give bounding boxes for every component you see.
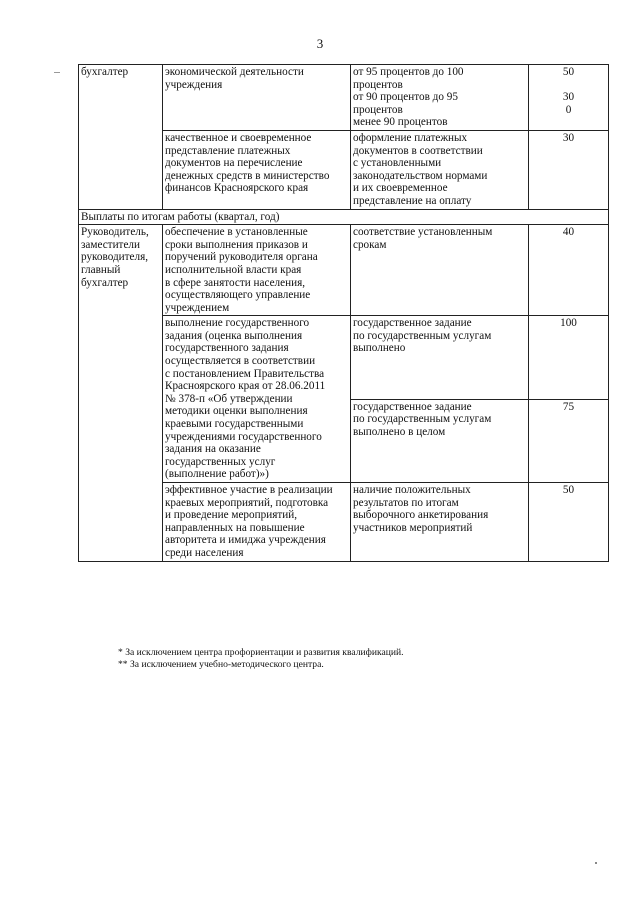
text-line: осуществляется в соответствии <box>165 355 316 368</box>
value-text: 50 <box>562 484 575 496</box>
text-line: главный <box>81 263 121 276</box>
text-line: авторитета и имиджа учреждения <box>165 534 326 547</box>
text-line: учреждениями государственного <box>165 430 322 443</box>
section-header: Выплаты по итогам работы (квартал, год) <box>79 209 609 225</box>
text-line: среди населения <box>165 546 244 559</box>
text-line: в сфере занятости населения, <box>165 276 306 289</box>
text-line: наличие положительных <box>353 484 471 496</box>
condition-cell <box>351 483 529 562</box>
condition-cell <box>351 130 529 209</box>
value-line: 30 <box>562 91 575 104</box>
value-line: 0 <box>565 103 572 116</box>
text-line: методики оценки выполнения <box>165 405 308 418</box>
text-line: № 378-п «Об утверждении <box>165 392 293 405</box>
text-line: представление платежных <box>165 144 291 157</box>
criteria-cell <box>163 316 351 483</box>
value-text: 30 <box>562 131 575 144</box>
criteria-text <box>165 317 348 481</box>
text-line: задания (оценка выполнения <box>165 329 303 342</box>
text-line: осуществляющего управление <box>165 289 311 302</box>
value-cell <box>529 399 609 482</box>
condition-cell <box>351 316 529 399</box>
text-line: денежных средств в министерство <box>165 169 330 182</box>
text-line: обеспечение в установленные <box>165 226 308 239</box>
criteria-cell <box>163 225 351 316</box>
text-line: направленных на повышение <box>165 521 305 534</box>
text-line: выполнение государственного <box>165 317 310 330</box>
condition-cell <box>351 225 529 316</box>
text-line: и проведение мероприятий, <box>165 509 297 522</box>
text-line: выполнено <box>353 342 406 355</box>
condition-text <box>353 132 526 208</box>
text-line: (выполнение работ)») <box>165 468 269 481</box>
text-line: документов на перечисление <box>165 157 303 170</box>
condition-cell <box>351 399 529 482</box>
text-line: учреждением <box>165 301 230 314</box>
table-row <box>79 65 609 131</box>
text-line: заместители <box>81 238 140 251</box>
text-line: выборочного анкетирования <box>353 509 489 522</box>
condition-text <box>353 317 526 355</box>
text-line: финансов Красноярского края <box>165 182 309 195</box>
value-text <box>531 66 606 116</box>
text-line: с установленными <box>353 157 442 170</box>
value-text: 40 <box>562 226 575 239</box>
footnotes <box>118 647 404 671</box>
text-line: качественное и своевременное <box>165 131 312 144</box>
footnote: * За исключением центра профориентации и развития квалификаций. <box>118 647 404 658</box>
text-line: законодательством нормами <box>353 169 488 182</box>
text-line: и их своевременное <box>353 182 448 195</box>
text-line: оформление платежных <box>353 131 468 144</box>
value-text: 75 <box>562 400 575 413</box>
condition-text <box>353 226 526 251</box>
condition-text <box>353 66 526 129</box>
text-line: государственных услуг <box>165 455 276 468</box>
value-cell <box>529 316 609 399</box>
value-cell <box>529 65 609 131</box>
value-cell <box>529 225 609 316</box>
text-line: менее 90 процентов <box>353 116 448 129</box>
table-row <box>79 225 609 316</box>
position-text <box>81 226 160 289</box>
text-line: выполнено в целом <box>353 425 446 438</box>
value-line <box>531 79 606 92</box>
text-line: Руководитель, <box>81 226 149 239</box>
text-line: исполнительной власти края <box>165 263 302 276</box>
scan-speck <box>595 862 597 864</box>
text-line: Красноярского края от 28.06.2011 <box>165 380 326 393</box>
criteria-cell <box>163 65 351 131</box>
text-line: краевыми государственными <box>165 418 304 431</box>
position-cell <box>79 225 163 561</box>
text-line: по государственным услугам <box>353 413 492 426</box>
text-line: от 95 процентов до 100 <box>353 66 464 78</box>
text-line: процентов <box>353 78 403 91</box>
condition-cell <box>351 65 529 131</box>
text-line: учреждения <box>165 78 223 91</box>
condition-text <box>353 401 526 439</box>
text-line: государственное задание <box>353 400 472 413</box>
value-cell <box>529 130 609 209</box>
value-line: 50 <box>562 66 575 78</box>
text-line: с постановлением Правительства <box>165 367 325 380</box>
text-line: срокам <box>353 238 387 251</box>
text-line: сроки выполнения приказов и <box>165 238 308 251</box>
text-line: документов в соответствии <box>353 144 483 157</box>
text-line: соответствие установленным <box>353 226 493 239</box>
text-line: от 90 процентов до 95 <box>353 91 458 104</box>
text-line: задания на оказание <box>165 443 261 456</box>
criteria-text <box>165 132 348 195</box>
text-line: краевых мероприятий, подготовка <box>165 496 329 509</box>
text-line: представление на оплату <box>353 194 472 207</box>
text-line: процентов <box>353 103 403 116</box>
section-header-row <box>79 209 609 225</box>
margin-mark <box>54 72 60 73</box>
text-line: руководителя, <box>81 251 149 264</box>
value-text: 100 <box>560 317 577 330</box>
text-line: поручений руководителя органа <box>165 251 318 264</box>
criteria-text <box>165 66 348 91</box>
criteria-cell <box>163 483 351 562</box>
condition-text <box>353 484 526 534</box>
text-line: экономической деятельности <box>165 66 304 78</box>
text-line: государственного задания <box>165 342 289 355</box>
text-line: участников мероприятий <box>353 521 473 534</box>
page-number: 3 <box>316 36 324 51</box>
payments-criteria-table <box>78 64 609 562</box>
position-text: бухгалтер <box>81 66 129 78</box>
text-line: государственное задание <box>353 317 472 330</box>
text-line: бухгалтер <box>81 276 129 289</box>
footnote: ** За исключением учебно-методического центра. <box>118 659 324 670</box>
criteria-cell <box>163 130 351 209</box>
criteria-text <box>165 226 348 314</box>
text-line: по государственным услугам <box>353 329 492 342</box>
criteria-text <box>165 484 348 560</box>
value-cell <box>529 483 609 562</box>
text-line: эффективное участие в реализации <box>165 484 333 496</box>
position-cell <box>79 65 163 210</box>
text-line: результатов по итогам <box>353 496 459 509</box>
